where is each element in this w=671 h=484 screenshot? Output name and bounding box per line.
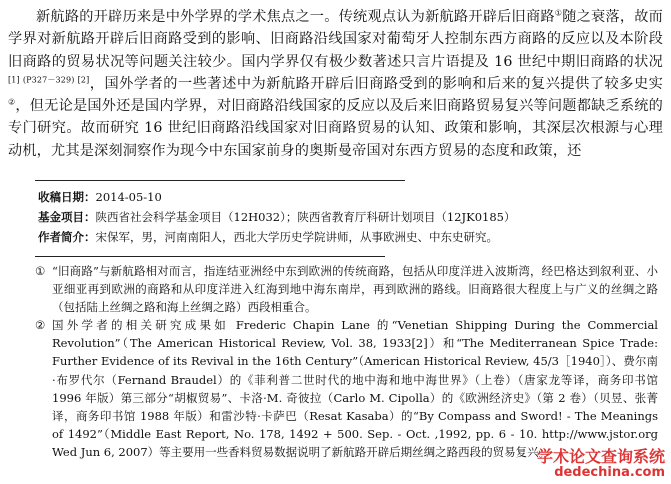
footnote-ref-1[interactable]: ①: [554, 8, 563, 18]
fund-value: 陕西省社会科学基金项目（12H032）；陕西省教育厅科研计划项目（12JK0185）: [95, 210, 516, 224]
author-bio-line: [38, 230, 658, 245]
footnote-marker: ①: [35, 264, 46, 278]
fund-label: 基金项目：: [38, 210, 96, 224]
body-text-segment: ，但无论是国外还是国内学界，对旧商路沿线国家的反应以及后来旧商路贸易复兴等问题都缺乏系统的专门研究。故而研究 16 世纪旧商路沿线国家对旧商路贸易的认知、政策和影响，其深层次根源与心理动机，尤其是深刻洞察作为现今中东国家前身的奥斯曼帝国对东西方贸易的态度和政策，还: [8, 98, 663, 159]
footnote-1: [35, 262, 658, 317]
footnote-ref-2[interactable]: ②: [8, 97, 16, 107]
footnote-marker: ②: [35, 318, 46, 332]
received-date-label: 收稿日期：: [38, 190, 96, 204]
citation-ref[interactable]: [1] (P327－329) [2]: [8, 75, 90, 85]
footnote-text: 国外学者的相关研究成果如 Frederic Chapin Lane 的“Venetian Shipping During the Commercial Revolution”（The American Historical Review, Vol. 38, 1933[2]）和“The Mediterranean Spice Trade: Further Evidence of its Revival in the 16th Century”（American Historical Review, 45/3［1940］）、费尔南·布罗代尔（Fernand Braudel）的《菲利普二世时代的地中海和地中海世界》（上卷）（唐家龙等译，商务印书馆 1996 年版）第三部分“胡椒贸易”、卡洛·M. 奇彼拉（Carlo M. Cipolla）的《欧洲经济史》（第 2 卷）（贝昱、张菁译，商务印书馆 1988 年版）和雷沙特·卡萨巴（Resat Kasaba）的“By Compass and Sword! - The Meanings of 1492”（Middle East Report, No. 178, 1492 + 500. Sep. - Oct. ,1992, pp. 6 - 10. http://www.jstor.org Wed Jun 6, 2007）等主要用一些香料贸易数据说明了新航路开辟后期丝绸之路西段的贸易复兴。: [52, 318, 658, 460]
footnote-2: [35, 316, 658, 462]
footnote-text: “旧商路”与新航路相对而言，指连结亚洲经中东到欧洲的传统商路，包括从印度洋进入波斯湾，经巴格达到叙利亚、小亚细亚再到欧洲的商路和从印度洋进入红海到地中海东南岸，再到欧洲的路线。旧商路很大程度上与广义的丝绸之路（包括陆上丝绸之路和海上丝绸之路）西段相重合。: [52, 264, 658, 315]
section-divider: [35, 180, 405, 181]
author-bio-value: 宋保军，男，河南南阳人，西北大学历史学院讲师，从事欧洲史、中东史研究。: [95, 230, 498, 244]
watermark-url: dedechina.com: [554, 465, 665, 480]
body-text-segment: 新航路的开辟历来是中外学界的学术焦点之一。传统观点认为新航路开辟后旧商路: [36, 9, 555, 25]
body-paragraph: [8, 6, 663, 162]
body-text-segment: 随之衰落，故而学界对新航路开辟后旧商路受到的影响、旧商路沿线国家对葡萄牙人控制东西方商路的反应以及本阶段旧商路的贸易状况等问题关注较少。国内学界仅有极少数著述只言片语提及 16 世纪中期旧商路的状况: [8, 9, 664, 70]
author-bio-label: 作者简介：: [38, 230, 96, 244]
body-text-segment: ，国外学者的一些著述中为新航路开辟后旧商路受到的影响和后来的复兴提供了较多史实: [89, 75, 663, 92]
site-watermark: [537, 444, 665, 480]
received-date-value: 2014-05-10: [95, 190, 162, 204]
received-date-line: [38, 190, 658, 205]
fund-line: [38, 210, 658, 225]
watermark-title: 学术论文查询系统: [536, 447, 665, 466]
footnote-divider: [35, 256, 385, 257]
